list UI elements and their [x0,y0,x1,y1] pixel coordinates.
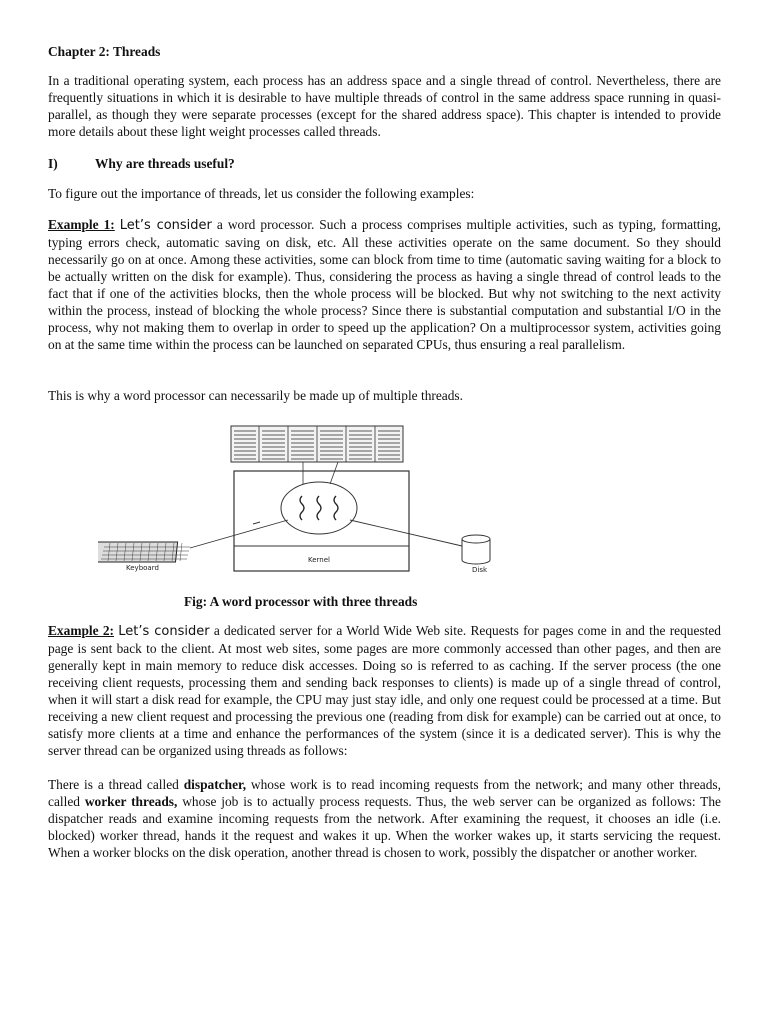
worker-threads-term: worker threads, [84,794,178,809]
dispatcher-term: dispatcher, [183,777,247,792]
intro-paragraph: In a traditional operating system, each process has an address space and a single thread of control. Nevertheless, there are frequently situations in which it is desirable to have multiple threads of control in the same address space running in quasi-parallel, as though they were separate processes (except for the shared address space). This chapter is intended to provide more details about these light weight processes called threads. [48,73,721,139]
example2-lead: Let’s consider [118,624,210,639]
threads-ellipse [281,482,357,534]
figure-caption: Fig: A word processor with three threads [184,594,418,609]
example2-paragraph [48,622,721,759]
dispatcher-text-1: There is a thread called [48,777,184,792]
example2-label: Example 2: [48,623,114,638]
keyboard-image [98,542,190,562]
document-pages-image [231,426,403,462]
disk-image [462,535,490,564]
section-number: I) [48,156,58,171]
dispatcher-paragraph [48,776,721,861]
dispatcher-text-3: whose job is to actually process requests. Thus, the web server can be organized as follows: The dispatcher reads and examine incoming requests from the network. After examining the request, it chooses an idle (i.e. blocked) worker thread, hands it the request and wakes it up. When the worker wakes up, it starts servicing the request. When a worker blocks on the disk operation, another thread is chosen to work, possibly the dispatcher or another worker. [48,794,721,860]
example2-text: a dedicated server for a World Wide Web site. Requests for pages come in and the requested page is sent back to the client. At most web sites, some pages are more commonly accessed than other pages, and then are generally kept in main memory to reduce disk accesses. Doing so is referred to as caching. If the server process (the one receiving client requests, processing them and sending back responses to clients) is made up of a single thread of control, when it will start a disk read for example, the CPU may just stay idle, and only one request could be processed at a time. But receiving a new client request and processing the previous one (reading from disk for example) can be carried out at once, to satisfy more clients at a time and enhance the performances of the system (since it is a dedicated server). This is why the server thread can be organized using threads as follows: [48,623,722,758]
thread-squiggles [300,496,338,520]
section-heading [48,155,235,172]
examples-intro: To figure out the importance of threads, let us consider the following examples: [48,186,475,201]
example1-lead: Let’s consider [119,218,212,233]
section-title: Why are threads useful? [95,156,235,171]
keyboard-label: Keyboard [126,564,159,572]
conclusion-paragraph: This is why a word processor can necessarily be made up of multiple threads. [48,388,463,403]
word-processor-figure [98,424,498,584]
dispatcher-text-2: whose work is to read incoming requests from the network; and many other threads, called [48,777,721,809]
example1-label: Example 1: [48,217,115,232]
kernel-label: Kernel [308,556,330,564]
example1-paragraph [48,216,721,353]
example1-text: a word processor. Such a process comprises multiple activities, such as typing, formatting, typing errors check, automatic saving on disk, etc. All these activities operate on the same document. So they should necessarily go on at once. Among these activities, some can block from time to time (automatic saving waiting for a block to be actually written on the disk for example). Thus, considering the process as having a single thread of control leads to the fact that if one of the activities blocks, then the whole process will be blocked. But why not switching to the next activity within the process, instead of blocking the whole process? Since there is substantial computation and substantial I/O in the process, why not making them to overlap in order to speed up the application? On a multiprocessor system, activities going on at the same time within the process can be launched on separated CPUs, thus ensuring a real parallelism. [48,217,721,352]
disk-label: Disk [472,566,488,574]
chapter-title: Chapter 2: Threads [48,44,161,59]
